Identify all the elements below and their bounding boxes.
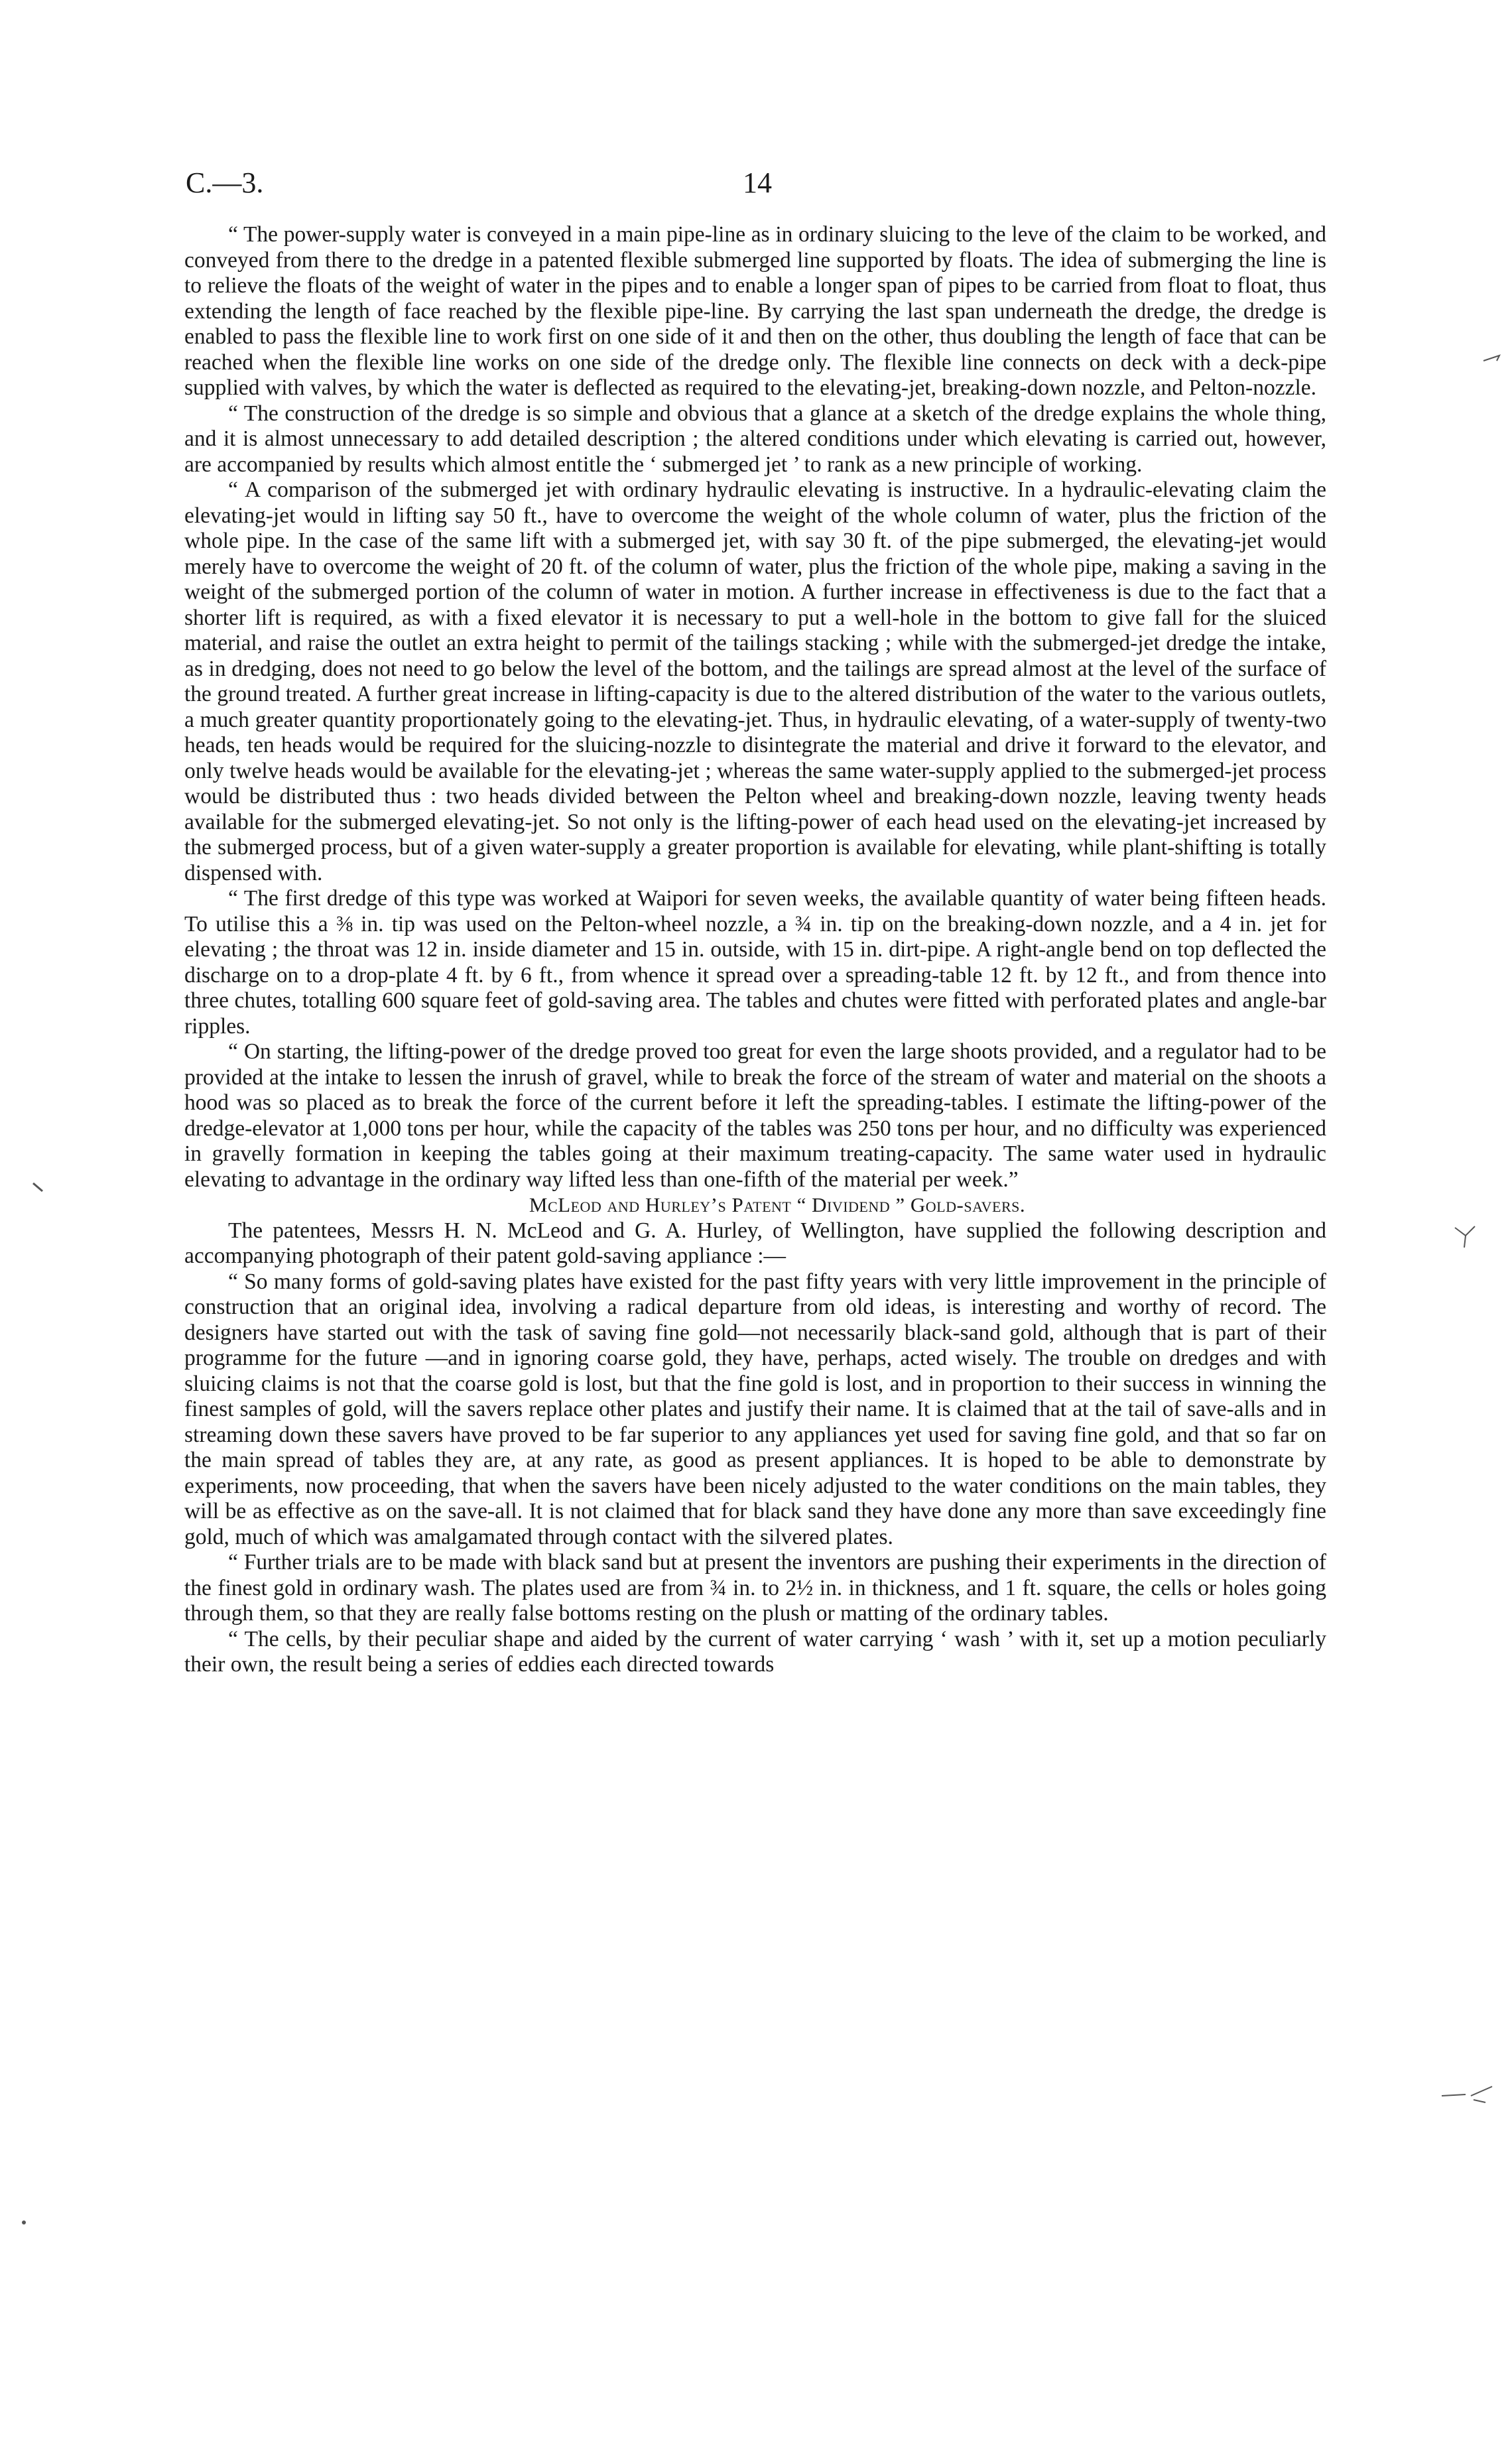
document-body <box>184 222 1326 1678</box>
margin-mark-icon <box>32 1181 45 1194</box>
margin-mark-icon <box>1482 352 1502 365</box>
margin-mark-icon <box>20 2219 28 2226</box>
margin-mark-icon <box>1452 1224 1479 1250</box>
paragraph: The patentees, Messrs H. N. McLeod and G. A. Hurley, of Wellington, have supplied the following description and accompanying photograph of their patent gold-saving appliance :— <box>184 1218 1326 1268</box>
document-reference: C.—3. <box>186 166 264 199</box>
paragraph: “ Further trials are to be made with black sand but at present the inventors are pushing their experiments in the direction of the finest gold in ordinary wash. The plates used are from ¾ in. to 2½ in. in thickness, and 1 ft. square, the cells or holes going through them, so that they are really false bottoms resting on the plush or matting of the ordinary tables. <box>184 1550 1326 1626</box>
page-header <box>186 166 1326 212</box>
page-number: 14 <box>743 166 772 199</box>
paragraph: “ The construction of the dredge is so simple and obvious that a glance at a sketch of the dredge explains the whole thing, and it is almost unnecessary to add detailed description ; the altered conditions under which elevating is carried out, however, are accompanied by results which almost entitle the ‘ submerged jet ’ to rank as a new principle of working. <box>184 401 1326 477</box>
paragraph: “ On starting, the lifting-power of the dredge proved too great for even the large shoots provided, and a regulator had to be provided at the intake to lessen the inrush of gravel, while to break the force of the stream of water and material on the shoots a hood was so placed as to break the force of the current before it left the spreading-tables. I estimate the lifting-power of the dredge-elevator at 1,000 tons per hour, while the capacity of the tables was 250 tons per hour, and no difficulty was experienced in gravelly formation in keeping the tables going at their maximum treating-capacity. The same water used in hydraulic elevating to advantage in the ordinary way lifted less than one-fifth of the material per week.” <box>184 1039 1326 1192</box>
paragraph: “ A comparison of the submerged jet with ordinary hydraulic elevating is instructive. In a hydraulic-elevating claim the elevating-jet would in lifting say 50 ft., have to overcome the weight of the whole column of water, plus the friction of the whole pipe. In the case of the same lift with a submerged jet, with say 30 ft. of the pipe submerged, the elevating-jet would merely have to overcome the weight of 20 ft. of the column of water, plus the friction of the whole pipe, making a saving in the weight of the submerged portion of the column of water in motion. A further increase in effectiveness is due to the fact that a shorter lift is required, as with a fixed elevator it is necessary to put a well-hole in the bottom to give fall for the sluiced material, and raise the outlet an extra height to permit of the tailings stacking ; while with the submerged-jet dredge the intake, as in dredging, does not need to go below the level of the bottom, and the tailings are spread almost at the level of the surface of the ground treated. A further great increase in lifting-capacity is due to the altered distribution of the water to the various outlets, a much greater quantity proportionately going to the elevating-jet. Thus, in hydraulic elevating, of a water-supply of twenty-two heads, ten heads would be required for the sluicing-nozzle to disintegrate the material and drive it forward to the elevator, and only twelve heads would be available for the elevating-jet ; whereas the same water-supply applied to the submerged-jet process would be distributed thus : two heads divided between the Pelton wheel and breaking-down nozzle, leaving twenty heads available for the submerged elevating-jet. So not only is the lifting-power of each head used on the elevating-jet increased by the submerged process, but of a given water-supply a greater proportion is available for elevating, while plant-shifting is totally dispensed with. <box>184 478 1326 885</box>
paragraph: “ The power-supply water is conveyed in a main pipe-line as in ordinary sluicing to the leve of the claim to be worked, and conveyed from there to the dredge in a patented flexible submerged line supported by floats. The idea of submerging the line is to relieve the floats of the weight of water in the pipes and to enable a longer span of pipes to be carried from float to float, thus extending the length of face reached by the flexible pipe-line. By carrying the last span underneath the dredge, the dredge is enabled to pass the flexible line to work first on one side of it and then on the other, thus doubling the length of face that can be reached when the flexible line works on one side of the dredge only. The flexible line connects on deck with a deck-pipe supplied with valves, by which the water is deflected as required to the elevating-jet, breaking-down nozzle, and Pelton-nozzle. <box>184 222 1326 400</box>
section-heading: McLeod and Hurley’s Patent “ Dividend ” Gold-savers. <box>529 1193 1026 1216</box>
paragraph: “ The first dredge of this type was worked at Waipori for seven weeks, the available quantity of water being fifteen heads. To utilise this a ⅜ in. tip was used on the Pelton-wheel nozzle, a ¾ in. tip on the breaking-down nozzle, and a 4 in. jet for elevating ; the throat was 12 in. inside diameter and 15 in. outside, with 15 in. dirt-pipe. A right-angle bend on top deflected the discharge on to a drop-plate 4 ft. by 6 ft., from whence it spread over a spreading-table 12 ft. by 12 ft., and from thence into three chutes, totalling 600 square feet of gold-saving area. The tables and chutes were fitted with perforated plates and angle-bar ripples. <box>184 886 1326 1039</box>
paragraph: “ The cells, by their peculiar shape and aided by the current of water carrying ‘ wash ’ with it, set up a motion peculiarly their own, the result being a series of eddies each directed towards <box>184 1626 1326 1677</box>
paragraph: “ So many forms of gold-saving plates have existed for the past fifty years with very little improvement in the principle of construction that an original idea, involving a radical departure from old ideas, is interesting and worthy of record. The designers have started out with the task of saving fine gold—not necessarily black-sand gold, although that is part of their programme for the future —and in ignoring coarse gold, they have, perhaps, acted wisely. The trouble on dredges and with sluicing claims is not that the coarse gold is lost, but that the fine gold is lost, and in proportion to their success in winning the finest samples of gold, will the savers replace other plates and justify their name. It is claimed that at the tail of save-alls and in streaming down these savers have proved to be far superior to any appliances yet used for saving fine gold, and that so far on the main spread of tables they are, at any rate, as good as present appliances. It is hoped to be able to demonstrate by experiments, now proceeding, that when the savers have been nicely adjusted to the water conditions on the main tables, they will be as effective as on the save-all. It is not claimed that for black sand they have done any more than save exceedingly fine gold, much of which was amalgamated through contact with the silvered plates. <box>184 1269 1326 1549</box>
margin-mark-icon <box>1439 2083 1499 2109</box>
